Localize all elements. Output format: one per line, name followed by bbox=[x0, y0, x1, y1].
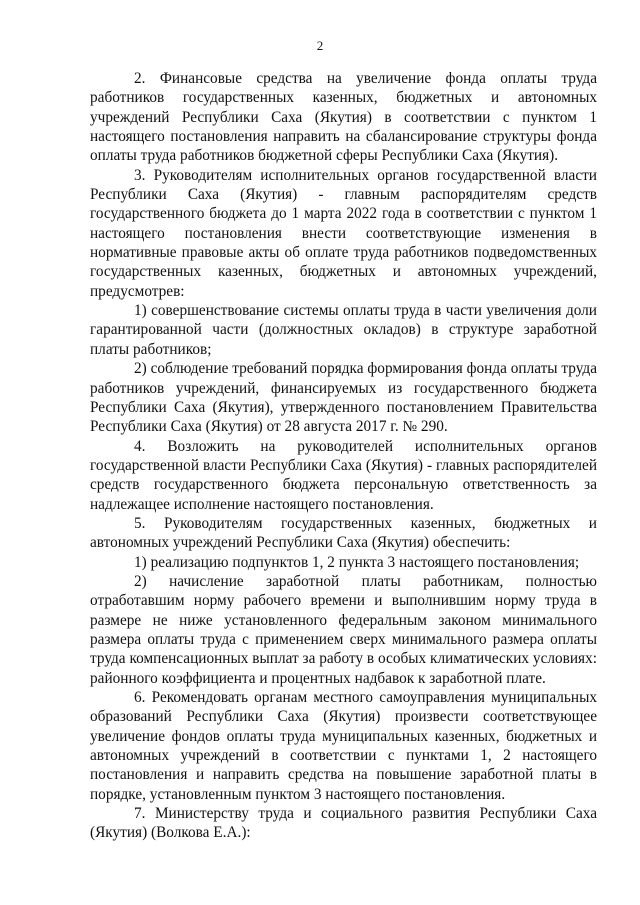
document-body bbox=[90, 69, 597, 843]
paragraph-7: 7. Министерству труда и социального развития Республики Саха (Якутия) (Волкова Е.А.): bbox=[90, 805, 597, 842]
paragraph-5: 5. Руководителям государственных казенных, бюджетных и автономных учреждений Республики Саха (Якутия) обеспечить: bbox=[90, 514, 597, 552]
subparagraph-5-1: 1) реализацию подпунктов 1, 2 пункта 3 настоящего постановления; bbox=[134, 553, 580, 571]
paragraph-4: 4. Возложить на руководителей исполнительных органов государственной власти Республики Саха (Якутия) - главных распорядителей средств государственного бюджета персональную ответственность за надлежащее исполнение настоящего постановления. bbox=[90, 437, 597, 513]
paragraph-3: 3. Руководителям исполнительных органов государственной власти Республики Саха (Якутия) - главным распорядителям средств государственного бюджета до 1 марта 2022 года в соответствии с пунктом 1 настоящего постановления внести соответствующие изменения в нормативные правовые акты об оплате труда работников подведомственных государственных казенных, бюджетных и автономных учреждений, предусмотрев: bbox=[90, 166, 597, 300]
paragraph-2: 2. Финансовые средства на увеличение фонда оплаты труда работников государственных казенных, бюджетных и автономных учреждений Республики Саха (Якутия) в соответствии с пунктом 1 настоящего постановления направить на сбалансирование структуры фонда оплаты труда работников бюджетной сферы Республики Саха (Якутия). bbox=[90, 70, 597, 165]
subparagraph-5-2: 2) начисление заработной платы работникам, полностью отработавшим норму рабочего времени и выполнившим норму труда в размере не ниже установленного федеральным законом минимального размера оплаты труда с применением сверх минимального размера оплаты труда компенсационных выплат за работу в особых климатических условиях: районного коэффициента и процентных надбавок к заработной плате. bbox=[90, 572, 597, 687]
paragraph-6: 6. Рекомендовать органам местного самоуправления муниципальных образований Республики Саха (Якутия) произвести соответствующее увеличение фондов оплаты труда муниципальных казенных, бюджетных и автономных учреждений в соответствии с пунктами 1, 2 настоящего постановления и направить средства на повышение заработной платы в порядке, установленным пунктом 3 настоящего постановления. bbox=[90, 689, 597, 803]
page-number: 2 bbox=[316, 38, 324, 53]
subparagraph-3-2: 2) соблюдение требований порядка формирования фонда оплаты труда работников учреждений, финансируемых из государственного бюджета Республики Саха (Якутия), утвержденного постановлением Правительства Республики Саха (Якутия) от 28 августа 2017 г. № 290. bbox=[90, 360, 597, 436]
subparagraph-3-1: 1) совершенствование системы оплаты труда в части увеличения доли гарантированной части (должностных окладов) в структуре заработной платы работников; bbox=[90, 302, 597, 358]
